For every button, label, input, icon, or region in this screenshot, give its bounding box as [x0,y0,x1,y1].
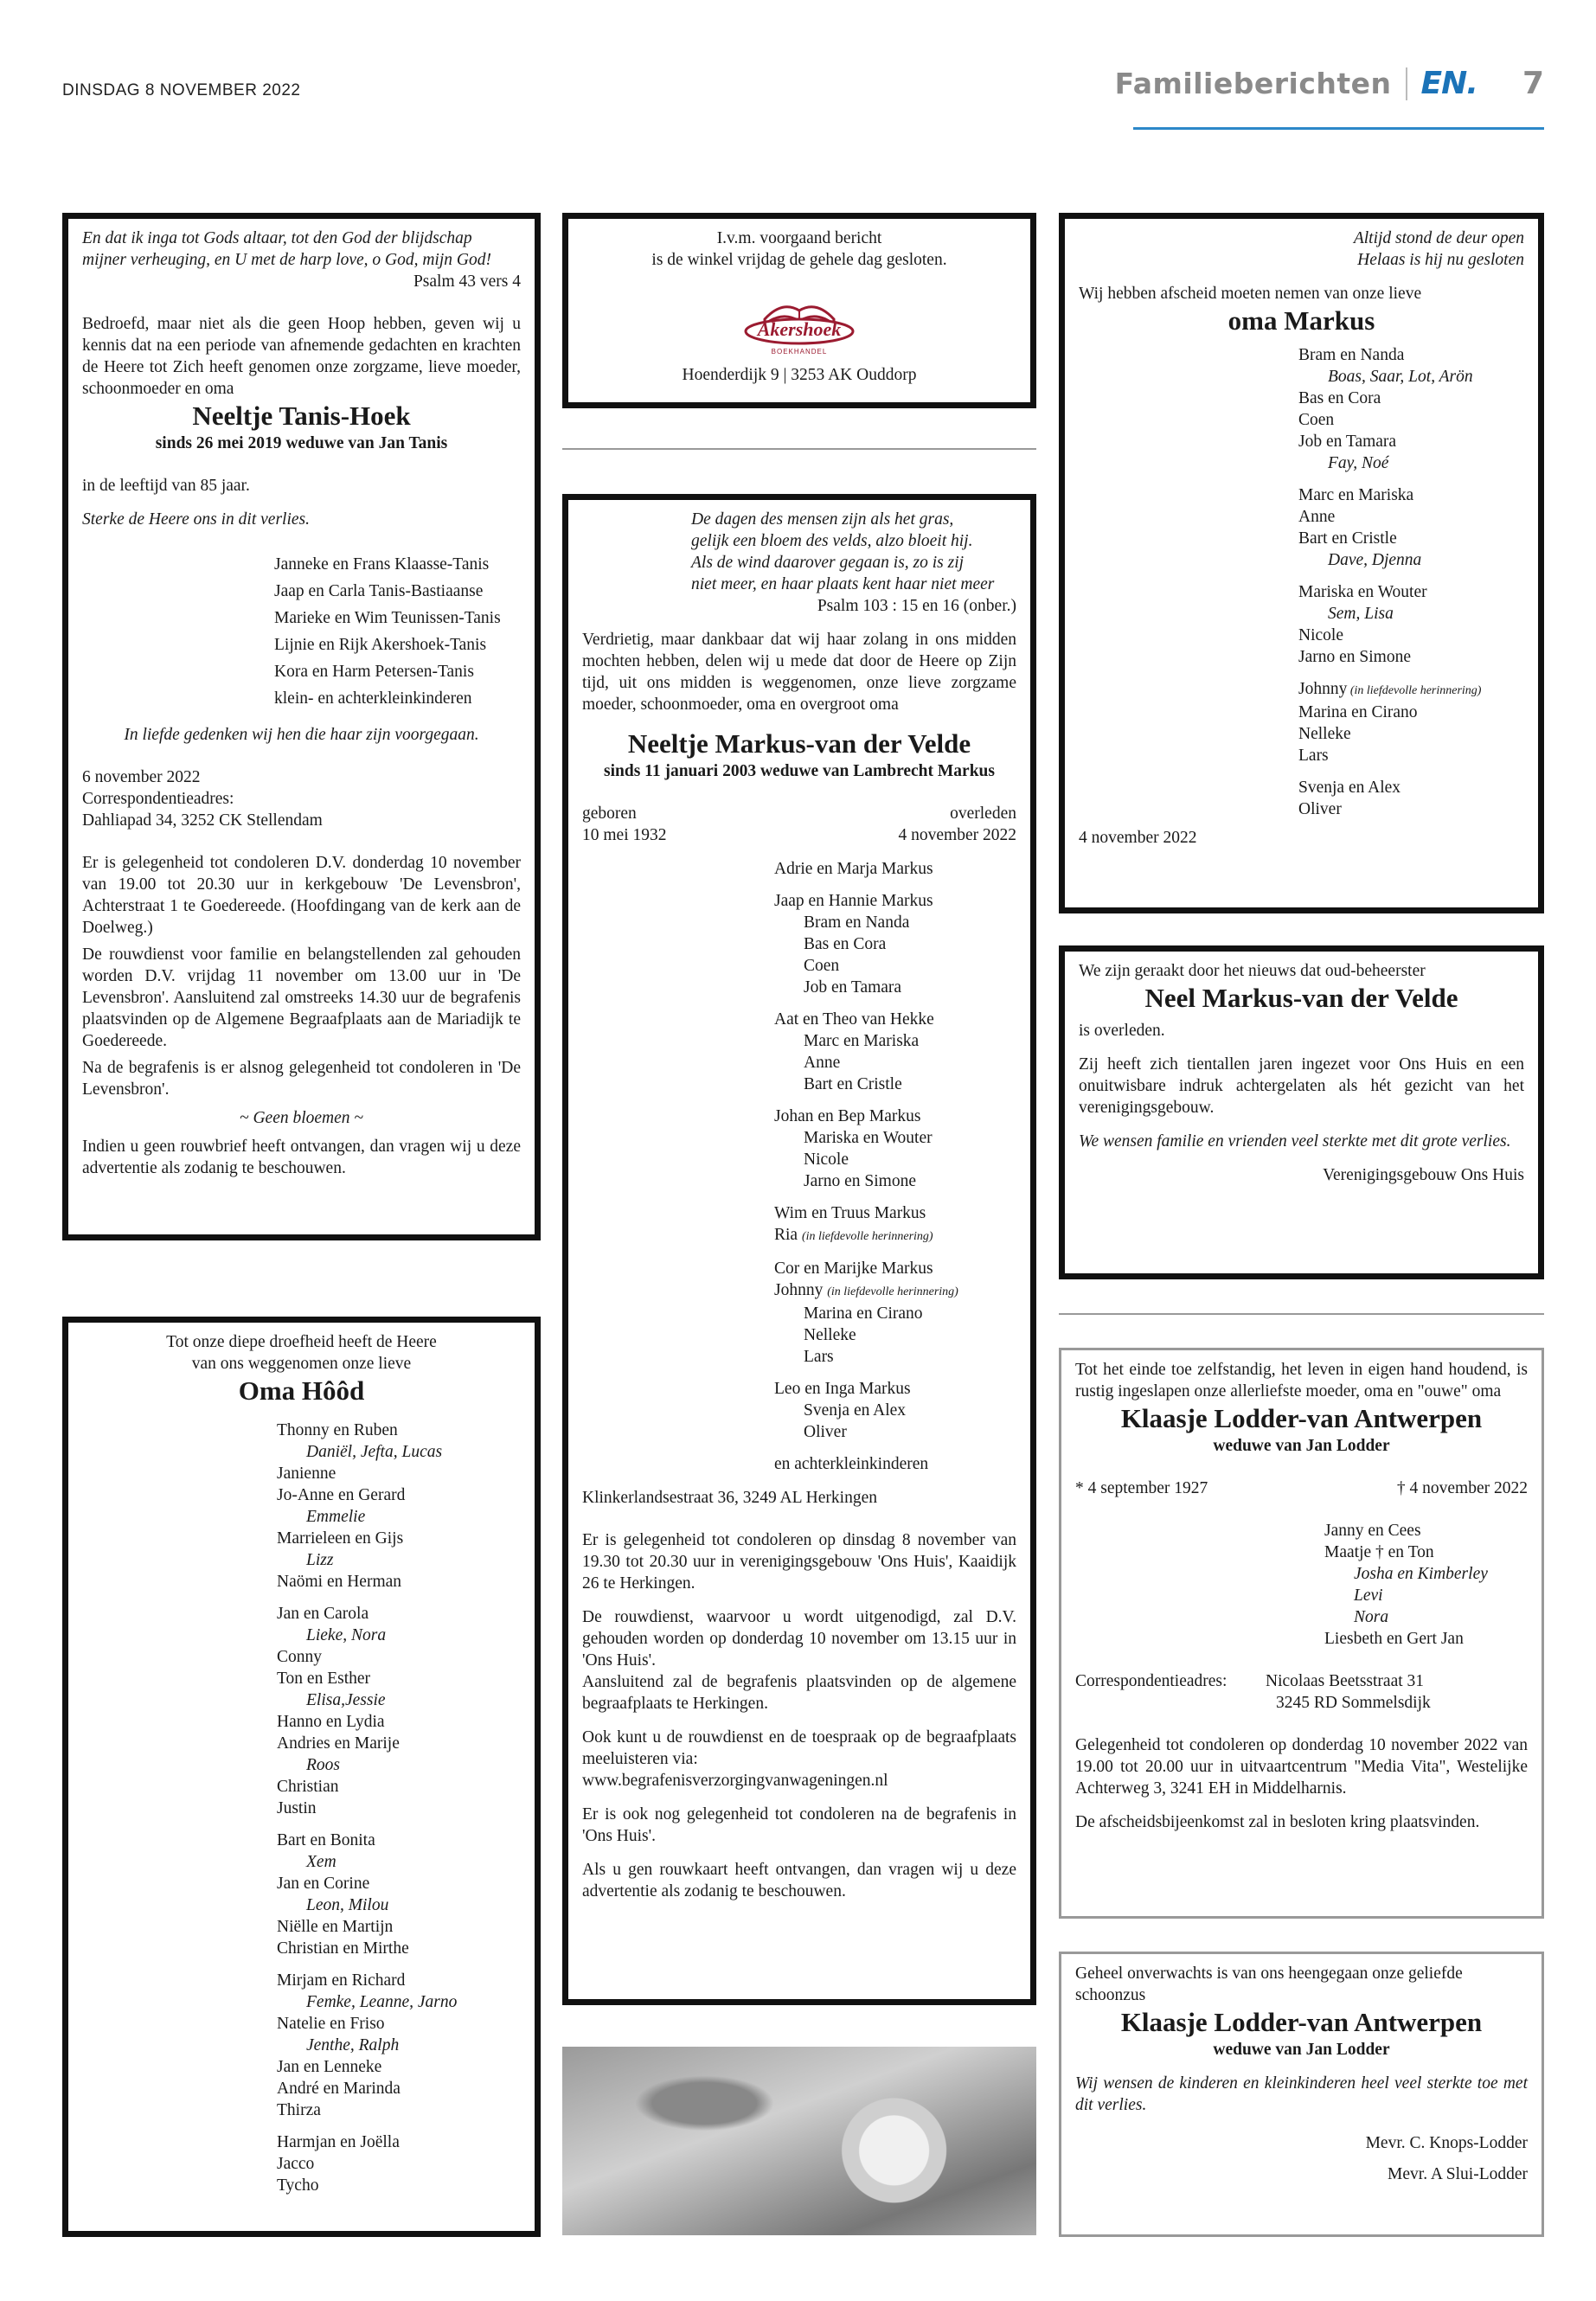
widow-note: sinds 11 januari 2003 weduwe van Lambrecht Markus [604,762,995,780]
family-member: Mirjam en Richard [277,1971,406,1990]
page-header [1115,66,1544,101]
intro-text: Bedroefd, maar niet als die geen Hoop hebben, geven wij u kennis dat na een periode van afnemende gedachten en krachten de Heere tot Zich heeft genomen onze zorgzame, lieve moeder, schoonmoeder en oma [82,315,521,398]
signature-1: Mevr. C. Knops-Lodder [1365,2134,1528,2152]
closing-text: Indien u geen rouwbrief heeft ontvangen, dan vragen wij u deze advertentie als zodanig te beschouwen. [82,1138,521,1177]
memory-text: In liefde gedenken wij hen die haar zijn voorgegaan. [124,726,479,744]
born-date: 10 mei 1932 [582,826,667,844]
life-dates [582,803,1016,846]
family-member: Jan en Corine [277,1875,370,1893]
notice-lodder-in-laws [1059,1952,1544,2237]
family-group [277,2131,521,2196]
notice-lodder-family [1059,1348,1544,1919]
family-head: Wim en Truus Markus [774,1204,926,1222]
family-member: Ria (in liefdevolle herinnering) [774,1226,933,1244]
family-member: Jenthe, Ralph [306,2036,400,2054]
family-member: Hanno en Lydia [277,1713,385,1731]
family-member: Johnny (in liefdevolle herinnering) [1298,680,1482,698]
notice-line-1: I.v.m. voorgaand bericht [716,229,882,247]
family-member: Naömi en Herman [277,1573,402,1591]
notice-oma-markus [1059,213,1544,913]
family-member: Nicole [804,1150,849,1169]
logo-text: Akershoek [757,318,842,340]
verse-line: En dat ik inga tot Gods altaar, tot den God der blijdschap [82,229,472,247]
verse-line: Als de wind daarover gegaan is, zo is zij [691,554,965,572]
family-member: Niëlle en Martijn [277,1918,394,1936]
family-member: Tycho [277,2176,319,2195]
family-member: Natelie en Friso [277,2015,385,2033]
family-member: Jarno en Simone [1298,648,1411,666]
family-member: Bas en Cora [1298,389,1381,407]
bible-verse [82,228,521,271]
family-member: Christian [277,1778,339,1796]
family-member: Jan en Carola [277,1605,369,1623]
notice-markus-van-der-velde [562,494,1036,2005]
family-member: Jaap en Carla Tanis-Bastiaanse [274,582,484,600]
notice-date: 6 november 2022 [82,768,201,786]
family-member: Dave, Djenna [1328,551,1422,569]
family-member: Lars [1298,747,1329,765]
family-member: Marc en Mariska [1298,486,1414,504]
family-member: Emmelie [306,1508,366,1526]
verse-line: gelijk een bloem des velds, alzo bloeit hij. [691,532,973,550]
correspondence [1075,1670,1528,1714]
family-member: Lijnie en Rijk Akershoek-Tanis [274,636,487,654]
family-member: Femke, Leanne, Jarno [306,1993,458,2011]
after-burial-text: Er is ook nog gelegenheid tot condoleren na de begrafenis in 'Ons Huis'. [582,1805,1016,1845]
widow-note: weduwe van Jan Lodder [1213,1437,1390,1455]
deceased-name: oma Markus [1227,305,1375,336]
deceased-name: Neeltje Markus-van der Velde [627,728,971,759]
died-date: † 4 november 2022 [1396,1479,1528,1497]
family-member: Liesbeth en Gert Jan [1324,1630,1464,1648]
family-member: Levi [1354,1586,1383,1605]
family-head: Jaap en Hannie Markus [774,892,933,910]
family-member: Nelleke [804,1326,856,1344]
family-member: Lieke, Nora [306,1626,387,1644]
intro-text: We zijn geraakt door het nieuws dat oud-beheerster [1079,962,1426,980]
family-member: Marrieleen en Gijs [277,1529,404,1548]
verse-reference: Psalm 103 : 15 en 16 (onber.) [817,597,1016,615]
family-member: Job en Tamara [1298,433,1397,451]
notice-ons-huis [1059,945,1544,1279]
family-member: Jacco [277,2155,315,2173]
issue-date: DINSDAG 8 NOVEMBER 2022 [62,81,301,99]
intro-text: Wij hebben afscheid moeten nemen van onze lieve [1079,285,1422,303]
strength-text: Sterke de Heere ons in dit verlies. [82,510,310,529]
family-list [277,1420,521,2196]
burial-text: Aansluitend zal de begrafenis plaatsvinden op de algemene begraafplaats te Herkingen. [582,1673,1016,1713]
family-member: Johnny (in liefdevolle herinnering) [774,1281,958,1299]
poem-line: Altijd stond de deur open [1353,229,1524,247]
family-member: Coen [1298,411,1335,429]
closing-text: Als u gen rouwkaart heeft ontvangen, dan vragen wij u deze advertentie als zodanig te beschouwen. [582,1861,1016,1900]
born-date: * 4 september 1927 [1075,1479,1208,1497]
family-member: Nora [1354,1608,1389,1626]
family-member: Marina en Cirano [804,1304,923,1323]
correspondence-address: Dahliapad 34, 3252 CK Stellendam [82,811,323,830]
condolence-text: Er is gelegenheid tot condoleren D.V. donderdag 10 november van 19.00 tot 20.30 uur in kerkgebouw 'De Levensbron', Achterstraat 1 te Goedereede. (Hoofdingang van de kerk aan de Doelweg.) [82,854,521,937]
family-member: Xem [306,1853,337,1871]
family-head: Leo en Inga Markus [774,1380,911,1398]
intro-text: Geheel onverwachts is van ons heengegaan onze geliefde schoonzus [1075,1965,1463,2004]
family-member: Josha en Kimberley [1354,1565,1488,1583]
family-member: Conny [277,1648,323,1666]
family-children [774,1303,1016,1368]
family-list [774,858,1016,1475]
family-children [774,1400,1016,1443]
died-label: overleden [950,804,1016,823]
family-member: Jarno en Simone [804,1172,916,1190]
notice-date: 4 november 2022 [1079,829,1197,847]
family-head: Aat en Theo van Hekke [774,1010,934,1029]
family-member: Svenja en Alex [1298,779,1401,797]
great-grandchildren: en achterkleinkinderen [774,1455,929,1473]
header-rule [1133,127,1544,130]
daisy-photo [562,2047,1036,2235]
family-member: Bas en Cora [804,935,887,953]
verse-line: De dagen des mensen zijn als het gras, [691,510,954,529]
family-member: Anne [1298,508,1336,526]
intro-text: Verdrietig, maar dankbaar dat wij haar zolang in ons midden mochten hebben, delen wij u mede dat door de Heere op Zijn tijd, uit ons midden is weggenomen, onze lieve zorgzame moeder, schoonmoeder, oma en overgroot oma [582,631,1016,714]
family-member: Christian en Mirthe [277,1939,409,1958]
family-member: Bart en Bonita [277,1831,375,1849]
family-member: Bram en Nanda [804,913,910,932]
service-text: De rouwdienst voor familie en belangstellenden zal gehouden worden D.V. vrijdag 11 november om 13.00 uur in 'De Levensbron'. Aansluitend zal omstreeks 14.30 uur de begrafenis plaatsvinden op de Algemene Begraafplaats aan de Mariadijk te Goedereede. [82,945,521,1050]
born-label: geboren [582,804,637,823]
notice-akershoek-store [562,213,1036,408]
family-member: Lizz [306,1551,334,1569]
family-member: Daniël, Jefta, Lucas [306,1443,443,1461]
family-member: Leon, Milou [306,1896,389,1914]
poem [1079,228,1524,271]
family-list [274,551,521,712]
store-address: Hoenderdijk 9 | 3253 AK Ouddorp [682,366,917,384]
address: Klinkerlandsestraat 36, 3249 AL Herkingen [582,1489,877,1507]
family-member: Anne [804,1054,841,1072]
family-member: Oliver [804,1423,847,1441]
died-date: 4 november 2022 [898,826,1016,844]
family-head: Adrie en Marja Markus [774,860,933,878]
family-member: Bram en Nanda [1298,346,1405,364]
wish-text: We wensen familie en vrienden veel sterkte met dit grote verlies. [1079,1132,1511,1150]
family-member: Janienne [277,1465,337,1483]
deceased-name: Oma Hôôd [238,1375,365,1406]
widow-note: sinds 26 mei 2019 weduwe van Jan Tanis [155,434,448,452]
deceased-name: Klaasje Lodder-van Antwerpen [1120,2007,1483,2037]
family-member: Janny en Cees [1324,1522,1421,1540]
age-text: in de leeftijd van 85 jaar. [82,477,250,495]
family-member: Kora en Harm Petersen-Tanis [274,663,474,681]
intro-text: Tot het einde toe zelfstandig, het leven in eigen hand houdend, is rustig ingeslapen onze allerliefste moeder, oma en "ouwe" oma [1075,1361,1528,1400]
logo-subtext: BOEKHANDEL [771,348,828,356]
family-member: Oliver [1298,800,1342,818]
family-member: Sem, Lisa [1328,605,1394,623]
condolence-text: Gelegenheid tot condoleren op donderdag 10 november 2022 van 19.00 tot 20.00 uur in uitvaartcentrum "Media Vita", Westelijke Achterweg 3, 3241 EH in Middelharnis. [1075,1736,1528,1798]
verse-line: mijner verheuging, en U met de harp love, o God, mijn God! [82,251,491,269]
family-member: Ton en Esther [277,1670,371,1688]
family-member: Thonny en Ruben [277,1421,398,1439]
family-member: Coen [804,957,840,975]
family-group [277,1970,521,2121]
family-member: Thirza [277,2101,321,2119]
intro-line-2: van ons weggenomen onze lieve [191,1355,412,1373]
notice-tanis-hoek [62,213,541,1240]
family-list [1298,344,1524,820]
family-group [277,1420,521,1593]
family-member: André en Marinda [277,2080,401,2098]
signature-2: Mevr. A Slui-Lodder [1388,2165,1528,2183]
family-member: Jan en Lenneke [277,2058,382,2076]
family-group [277,1603,521,1819]
tribute-text: Zij heeft zich tientallen jaren ingezet voor Ons Huis en een onuitwisbare indruk achtergelaten als hét gezicht van het verenigingsgebouw. [1079,1055,1524,1117]
listen-text: Ook kunt u de rouwdienst en de toespraak op de begraafplaats meeluisteren via: [582,1728,1016,1768]
family-children [774,1030,1016,1095]
correspondence-label: Correspondentieadres: [1075,1672,1227,1690]
verse-line: niet meer, en haar plaats kent haar niet meer [691,575,995,593]
family-member: Elisa,Jessie [306,1691,386,1709]
family-member: Mariska en Wouter [1298,583,1427,601]
family-member: Bart en Cristle [1298,529,1397,548]
after-burial-text: Na de begrafenis is er alsnog gelegenheid tot condoleren in 'De Levensbron'. [82,1059,521,1099]
family-member: Lars [804,1348,834,1366]
farewell-text: De afscheidsbijeenkomst zal in besloten kring plaatsvinden. [1075,1813,1480,1831]
no-flowers: ~ Geen bloemen ~ [240,1109,363,1127]
family-member: klein- en achterkleinkinderen [274,689,472,708]
family-member: Roos [306,1756,340,1774]
family-member: Bart en Cristle [804,1075,902,1093]
family-member: Svenja en Alex [804,1401,907,1420]
family-group [1298,344,1524,474]
poem-line: Helaas is hij nu gesloten [1357,251,1524,269]
family-member: Janneke en Frans Klaasse-Tanis [274,555,490,574]
bible-verse [691,509,1016,595]
family-member: Fay, Noé [1328,454,1389,472]
correspondence-line-1: Nicolaas Beetsstraat 31 [1266,1672,1425,1690]
header-divider [1406,67,1407,100]
family-member: Maatje † en Ton [1324,1543,1434,1561]
family-head: Johan en Bep Markus [774,1107,921,1125]
widow-note: weduwe van Jan Lodder [1213,2041,1390,2059]
family-member: Jo-Anne en Gerard [277,1486,406,1504]
family-children [774,1127,1016,1192]
correspondence-label: Correspondentieadres: [82,790,234,808]
family-member: Justin [277,1799,317,1817]
family-member: Harmjan en Joëlla [277,2133,400,2151]
family-member: Job en Tamara [804,978,902,997]
family-member: Marc en Mariska [804,1032,920,1050]
family-head: Cor en Marijke Markus [774,1259,933,1278]
signature: Verenigingsgebouw Ons Huis [1323,1166,1524,1184]
condolence-text: Er is gelegenheid tot condoleren op dinsdag 8 november van 19.30 tot 20.30 uur in verenigingsgebouw 'Ons Huis', Kaaidijk 26 te Herkingen. [582,1531,1016,1593]
deceased-name: Neel Markus-van der Velde [1144,983,1458,1013]
passed-text: is overleden. [1079,1022,1165,1040]
family-group [1298,484,1524,571]
family-member: Boas, Saar, Lot, Arön [1328,368,1473,386]
correspondence-line-2: 3245 RD Sommelsdijk [1276,1694,1431,1712]
family-list [1324,1520,1528,1650]
life-dates [1075,1477,1528,1499]
section-title: Familieberichten [1114,67,1392,100]
family-children [774,912,1016,998]
deceased-name: Neeltje Tanis-Hoek [192,401,411,431]
family-member: Marina en Cirano [1298,703,1418,721]
deceased-name: Klaasje Lodder-van Antwerpen [1120,1403,1483,1433]
family-group [1298,581,1524,668]
family-member: Andries en Marije [277,1734,400,1753]
column-divider [562,448,1036,450]
family-member: Nicole [1298,626,1343,644]
notice-line-2: is de winkel vrijdag de gehele dag gesloten. [651,251,947,269]
family-group [277,1830,521,1959]
column-divider [1059,1313,1544,1315]
service-text: De rouwdienst, waarvoor u wordt uitgenodigd, zal D.V. gehouden worden op donderdag 10 november om 13.15 uur in 'Ons Huis'. [582,1608,1016,1670]
family-member: Mariska en Wouter [804,1129,933,1147]
wish-text: Wij wensen de kinderen en kleinkinderen heel veel sterkte toe met dit verlies. [1075,2074,1528,2114]
page-number: 7 [1522,66,1544,101]
newspaper-logo: EN. [1420,66,1477,101]
intro-line-1: Tot onze diepe droefheid heeft de Heere [166,1333,437,1351]
notice-oma-hood [62,1317,541,2237]
stream-url: www.begrafenisverzorgingvanwageningen.nl [582,1772,888,1790]
family-member: Nelleke [1298,725,1351,743]
family-member: Marieke en Wim Teunissen-Tanis [274,609,501,627]
verse-reference: Psalm 43 vers 4 [413,272,521,291]
